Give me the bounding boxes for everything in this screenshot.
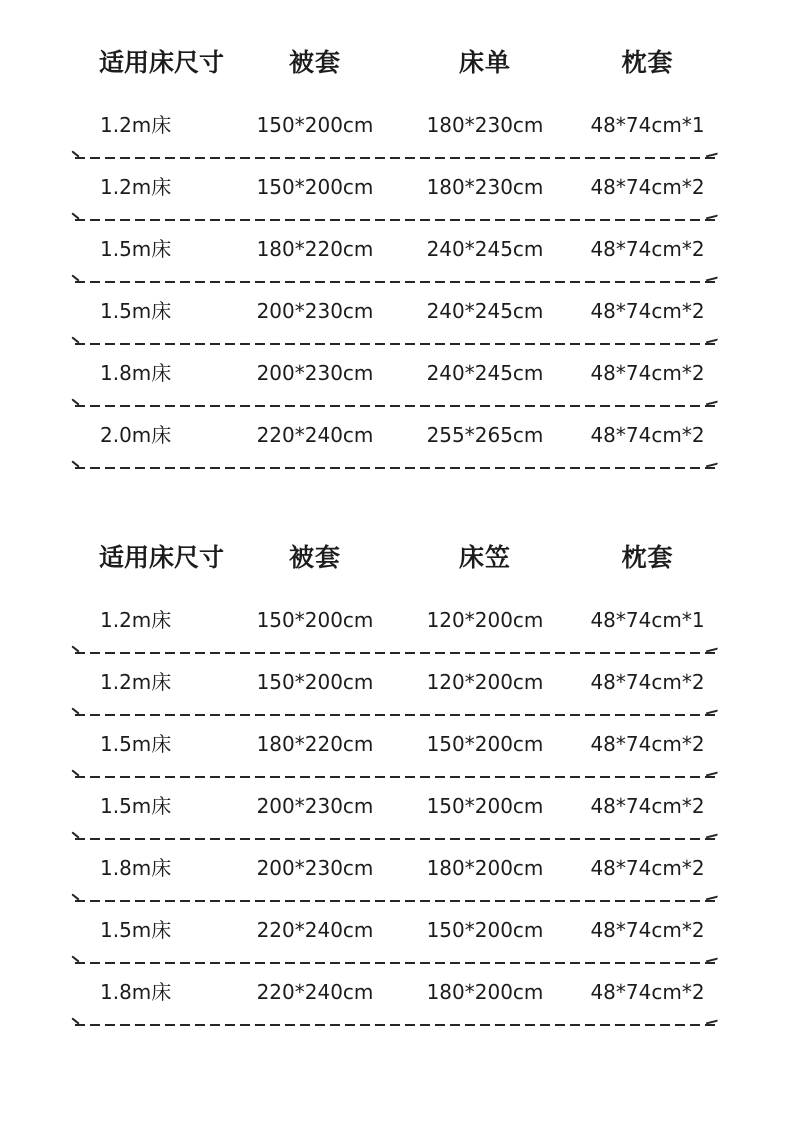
- table-cell-sheet: 180*230cm: [426, 175, 544, 199]
- table-cell-duvet-cover: 180*220cm: [256, 732, 374, 756]
- size-table: [75, 543, 715, 1026]
- dashed-row-divider: [75, 405, 715, 407]
- table-cell-pillowcase: 48*74cm*1: [590, 113, 705, 137]
- table-cell-bed-size: 1.2m床: [100, 608, 172, 632]
- table-cell-pillowcase: 48*74cm*2: [590, 918, 705, 942]
- table-cell-pillowcase: 48*74cm*2: [590, 237, 705, 261]
- dashed-row-divider: [75, 776, 715, 778]
- table-row: [75, 238, 715, 283]
- table-cell-pillowcase: 48*74cm*2: [590, 361, 705, 385]
- table-cell-duvet-cover: 150*200cm: [256, 670, 374, 694]
- table-cell-bed-size: 1.5m床: [100, 794, 172, 818]
- dashed-row-divider: [75, 343, 715, 345]
- table-cell-pillowcase: 48*74cm*2: [590, 299, 705, 323]
- table-cell-bed-size: 1.2m床: [100, 113, 172, 137]
- table-cell-pillowcase: 48*74cm*2: [590, 732, 705, 756]
- dashed-row-divider: [75, 467, 715, 469]
- table-row: [75, 733, 715, 778]
- table-cell-sheet: 255*265cm: [426, 423, 544, 447]
- table-row: [75, 671, 715, 716]
- table-cell-duvet-cover: 150*200cm: [256, 608, 374, 632]
- table-cell-bed-size: 1.5m床: [100, 918, 172, 942]
- table-cell-bed-size: 1.2m床: [100, 670, 172, 694]
- table-cell-sheet: 120*200cm: [426, 670, 544, 694]
- table-cell-bed-size: 1.8m床: [100, 980, 172, 1004]
- table-cell-duvet-cover: 150*200cm: [256, 113, 374, 137]
- table-header-row: [75, 48, 715, 78]
- table-cell-sheet: 180*230cm: [426, 113, 544, 137]
- table-cell-sheet: 240*245cm: [426, 299, 544, 323]
- dashed-row-divider: [75, 1024, 715, 1026]
- table-cell-pillowcase: 48*74cm*2: [590, 175, 705, 199]
- table-row: [75, 424, 715, 469]
- table-row: [75, 300, 715, 345]
- table-cell-pillowcase: 48*74cm*2: [590, 856, 705, 880]
- column-header-pillowcase: 枕套: [621, 543, 674, 572]
- table-row: [75, 981, 715, 1026]
- dashed-row-divider: [75, 652, 715, 654]
- table-cell-duvet-cover: 220*240cm: [256, 918, 374, 942]
- column-header-bed-size: 适用床尺寸: [99, 543, 225, 572]
- dashed-row-divider: [75, 219, 715, 221]
- dashed-row-divider: [75, 281, 715, 283]
- table-cell-duvet-cover: 200*230cm: [256, 299, 374, 323]
- size-table: [75, 48, 715, 469]
- table-cell-bed-size: 2.0m床: [100, 423, 172, 447]
- table-cell-sheet: 120*200cm: [426, 608, 544, 632]
- table-cell-sheet: 240*245cm: [426, 237, 544, 261]
- table-row: [75, 795, 715, 840]
- column-header-duvet-cover: 被套: [288, 48, 341, 77]
- table-cell-bed-size: 1.5m床: [100, 299, 172, 323]
- table-cell-duvet-cover: 220*240cm: [256, 980, 374, 1004]
- table-cell-sheet: 150*200cm: [426, 918, 544, 942]
- table-cell-pillowcase: 48*74cm*2: [590, 423, 705, 447]
- table-cell-bed-size: 1.2m床: [100, 175, 172, 199]
- table-cell-sheet: 240*245cm: [426, 361, 544, 385]
- dashed-row-divider: [75, 714, 715, 716]
- table-cell-duvet-cover: 200*230cm: [256, 856, 374, 880]
- table-row: [75, 609, 715, 654]
- table-cell-pillowcase: 48*74cm*2: [590, 794, 705, 818]
- table-cell-sheet: 150*200cm: [426, 732, 544, 756]
- dashed-row-divider: [75, 962, 715, 964]
- table-cell-duvet-cover: 200*230cm: [256, 361, 374, 385]
- table-cell-bed-size: 1.8m床: [100, 856, 172, 880]
- table-row: [75, 176, 715, 221]
- table-cell-duvet-cover: 180*220cm: [256, 237, 374, 261]
- table-row: [75, 362, 715, 407]
- table-row: [75, 857, 715, 902]
- column-header-sheet: 床单: [458, 48, 511, 77]
- table-cell-duvet-cover: 220*240cm: [256, 423, 374, 447]
- table-cell-duvet-cover: 200*230cm: [256, 794, 374, 818]
- table-cell-pillowcase: 48*74cm*1: [590, 608, 705, 632]
- dashed-row-divider: [75, 838, 715, 840]
- table-cell-pillowcase: 48*74cm*2: [590, 980, 705, 1004]
- table-cell-sheet: 180*200cm: [426, 856, 544, 880]
- dashed-row-divider: [75, 900, 715, 902]
- column-header-bed-size: 适用床尺寸: [99, 48, 225, 77]
- table-row: [75, 919, 715, 964]
- table-header-row: [75, 543, 715, 573]
- table-cell-duvet-cover: 150*200cm: [256, 175, 374, 199]
- table-cell-bed-size: 1.8m床: [100, 361, 172, 385]
- column-header-duvet-cover: 被套: [288, 543, 341, 572]
- column-header-sheet: 床笠: [458, 543, 511, 572]
- table-cell-pillowcase: 48*74cm*2: [590, 670, 705, 694]
- table-cell-bed-size: 1.5m床: [100, 732, 172, 756]
- column-header-pillowcase: 枕套: [621, 48, 674, 77]
- table-cell-sheet: 180*200cm: [426, 980, 544, 1004]
- table-rows: [75, 609, 715, 1026]
- table-cell-sheet: 150*200cm: [426, 794, 544, 818]
- table-cell-bed-size: 1.5m床: [100, 237, 172, 261]
- table-row: [75, 114, 715, 159]
- dashed-row-divider: [75, 157, 715, 159]
- table-rows: [75, 114, 715, 469]
